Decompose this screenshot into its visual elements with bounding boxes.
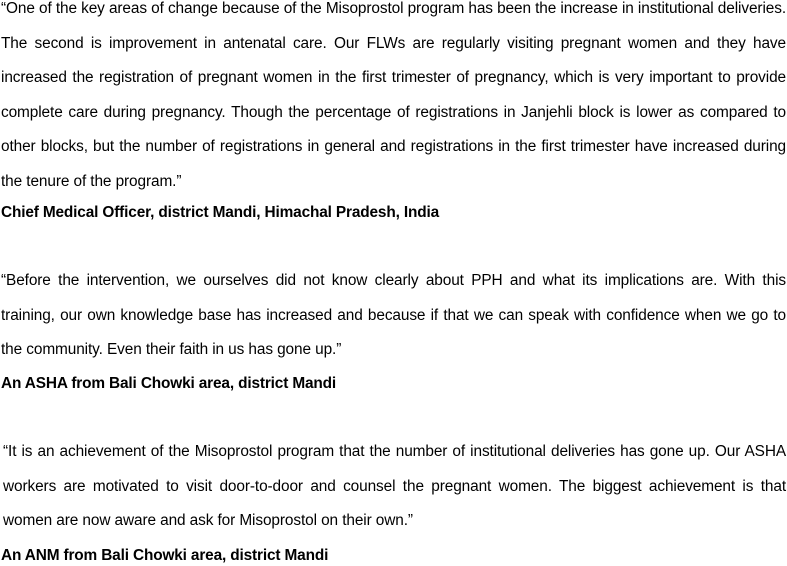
testimonial-attribution-asha: An ASHA from Bali Chowki area, district Mandi	[1, 375, 337, 392]
testimonial-attribution-cmo: Chief Medical Officer, district Mandi, Himachal Pradesh, India	[1, 204, 439, 221]
testimonial-quote-cmo: “One of the key areas of change because of the Misoprostol program has been the increase in institutional deliveries. The second is improvement in antenatal care. Our FLWs are regularly visiting pregnant women and they have increased the registration of pregnant women in the first trimester of pregnancy, which is very important to provide complete care during pregnancy. Though the percentage of registrations in Janjehli block is lower as compared to other blocks, but the number of registrations in general and registrations in the first trimester have increased during the tenure of the program.”	[1, 0, 786, 190]
testimonial-attribution-anm: An ANM from Bali Chowki area, district Mandi	[1, 547, 329, 564]
testimonial-quote-anm: “It is an achievement of the Misoprostol program that the number of institutional deliveries has gone up. Our ASHA workers are motivated to visit door-to-door and counsel the pregnant women. The biggest achievement is that women are now aware and ask for Misoprostol on their own.”	[3, 443, 786, 530]
testimonial-quote-asha: “Before the intervention, we ourselves did not know clearly about PPH and what its implications are. With this training, our own knowledge base has increased and because if that we can speak with confidence when we go to the community. Even their faith in us has gone up.”	[1, 272, 786, 359]
